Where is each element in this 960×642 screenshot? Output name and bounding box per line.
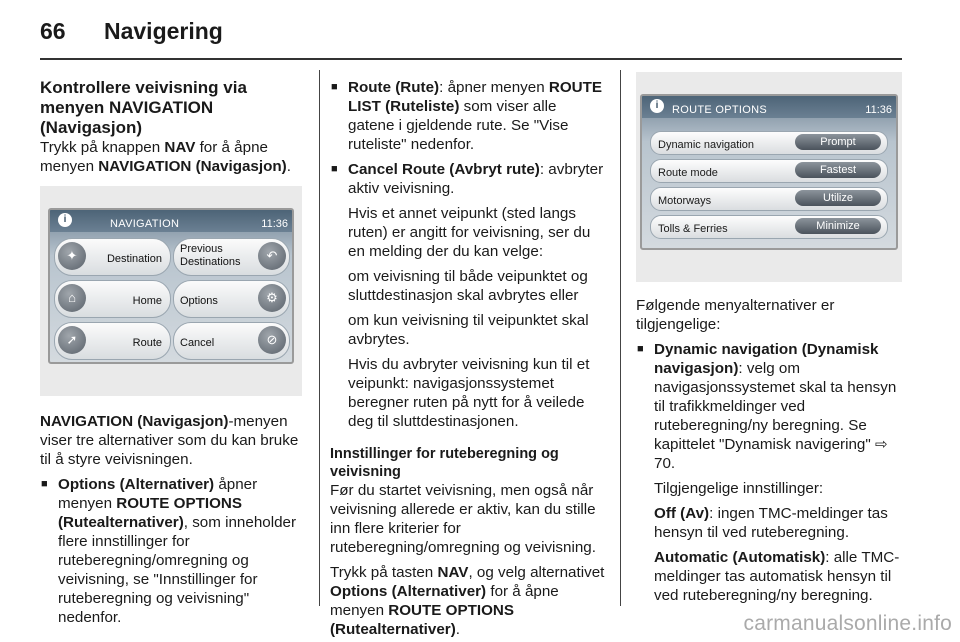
option-waypoint-paragraph: om kun veivisning til veipunktet skal avbrytes. [348, 312, 589, 348]
info-icon: i [650, 99, 664, 113]
cancel-button[interactable]: Cancel ⊘ [173, 322, 290, 360]
info-icon: i [58, 213, 72, 227]
home-icon: ⌂ [58, 284, 86, 312]
page-number: 66 [40, 18, 66, 44]
screen-title-bar [642, 96, 896, 118]
navigation-screen [48, 208, 294, 364]
waypoint-paragraph: Hvis et annet veipunkt (sted langs ruten) er angitt for veivisning, ser du en melding der du kan velge: [348, 205, 591, 260]
page-header [40, 18, 223, 45]
dynamic-navigation-bullet: ■ Dynamic navigation (Dynamisk navigasjon): velg om navigasjonssystemet skal ta hensyn til trafikkmeldinger ved ruteberegning/ny beregning. Se kapittelet "Dynamisk navigering" ⇨ 70. [636, 340, 904, 473]
menu-description: NAVIGATION (Navigasjon)-menyen viser tre alternativer som du kan bruke til å styre veivisningen. [40, 413, 299, 468]
settings-heading: Innstillinger for ruteberegning og veivisning [330, 446, 559, 480]
off-setting: Off (Av): ingen TMC-meldinger tas hensyn til ved ruteberegning. [654, 505, 888, 541]
watermark: carmanualsonline.info [743, 612, 952, 635]
options-bullet: ■ Options (Alternativer) åpner menyen ROUTE OPTIONS (Rutealternativer), som inneholder flere innstillinger for ruteberegning/omregning og veivisning, se "Innstillinger for ruteberegning og veivisning" nedenfor. [40, 475, 302, 627]
route-options-figure [636, 72, 902, 282]
screen-title: NAVIGATION [110, 218, 180, 230]
motorways-row[interactable]: Motorways Utilize [650, 187, 888, 211]
page-title: Navigering [103, 18, 223, 44]
options-button[interactable]: Options ⚙ [173, 280, 290, 318]
menu-items-intro: Følgende menyalternativer er tilgjengelige: [636, 297, 835, 333]
option-both-paragraph: om veivisning til både veipunktet og sluttdestinasjon skal avbrytes eller [348, 268, 588, 304]
route-icon: ➚ [58, 326, 86, 354]
dynamic-navigation-row[interactable]: Dynamic navigation Prompt [650, 131, 888, 155]
route-mode-row[interactable]: Route mode Fastest [650, 159, 888, 183]
open-options-paragraph: Trykk på tasten NAV, og velg alternativet Options (Alternativer) for å åpne menyen ROUTE OPTIONS (Rutealternativer). [330, 564, 605, 638]
column-3 [636, 78, 904, 605]
tolls-ferries-row[interactable]: Tolls & Ferries Minimize [650, 215, 888, 239]
intro-paragraph: Trykk på knappen NAV for å åpne menyen NAVIGATION (Navigasjon). [40, 139, 291, 175]
header-rule [40, 58, 902, 60]
page-reference-arrow-icon: ⇨ [874, 436, 888, 453]
column-1 [40, 78, 302, 627]
route-mode-value[interactable]: Fastest [795, 162, 881, 178]
screen-clock: 11:36 [261, 218, 288, 230]
motorways-value[interactable]: Utilize [795, 190, 881, 206]
home-button[interactable]: ⌂ Home [54, 280, 171, 318]
column-2 [330, 78, 605, 639]
history-icon: ↶ [258, 242, 286, 270]
gear-icon: ⚙ [258, 284, 286, 312]
tolls-ferries-value[interactable]: Minimize [795, 218, 881, 234]
previous-destinations-button[interactable]: Previous Destinations ↶ [173, 238, 290, 276]
navigation-screen-figure [40, 186, 302, 396]
route-button[interactable]: ➚ Route [54, 322, 171, 360]
screen-title: ROUTE OPTIONS [672, 104, 767, 116]
route-bullet: ■ Route (Rute): åpner menyen ROUTE LIST (Ruteliste) som viser alle gatene i gjeldende rute. Se "Vise ruteliste" nedenfor. [330, 78, 605, 154]
screen-title-bar [50, 210, 292, 232]
cancel-icon: ⊘ [258, 326, 286, 354]
destination-button[interactable]: ✦ Destination [54, 238, 171, 276]
column-divider-1 [319, 70, 320, 606]
dynamic-navigation-value[interactable]: Prompt [795, 134, 881, 150]
available-settings: Tilgjengelige innstillinger: [654, 480, 824, 497]
recalc-paragraph: Hvis du avbryter veivisning kun til et veipunkt: navigasjonssystemet beregner ruten på nytt for å veilede deg til sluttdestinasjonen. [348, 356, 590, 430]
automatic-setting: Automatic (Automatisk): alle TMC-meldinger tas automatisk hensyn til ved ruteberegning/ny beregning. [654, 549, 900, 604]
settings-paragraph: Før du startet veivisning, men også når veivisning allerede er aktiv, kan du stille inn flere kriterier for ruteberegning/omregning og veivisning. [330, 482, 596, 556]
cancel-route-bullet: ■ Cancel Route (Avbryt rute): avbryter aktiv veivisning. [330, 160, 605, 198]
route-options-screen [640, 94, 898, 250]
column-divider-2 [620, 70, 621, 606]
screen-clock: 11:36 [865, 104, 892, 116]
section-heading: Kontrollere veivisning via menyen NAVIGATION (Navigasjon) [40, 78, 247, 137]
destination-icon: ✦ [58, 242, 86, 270]
